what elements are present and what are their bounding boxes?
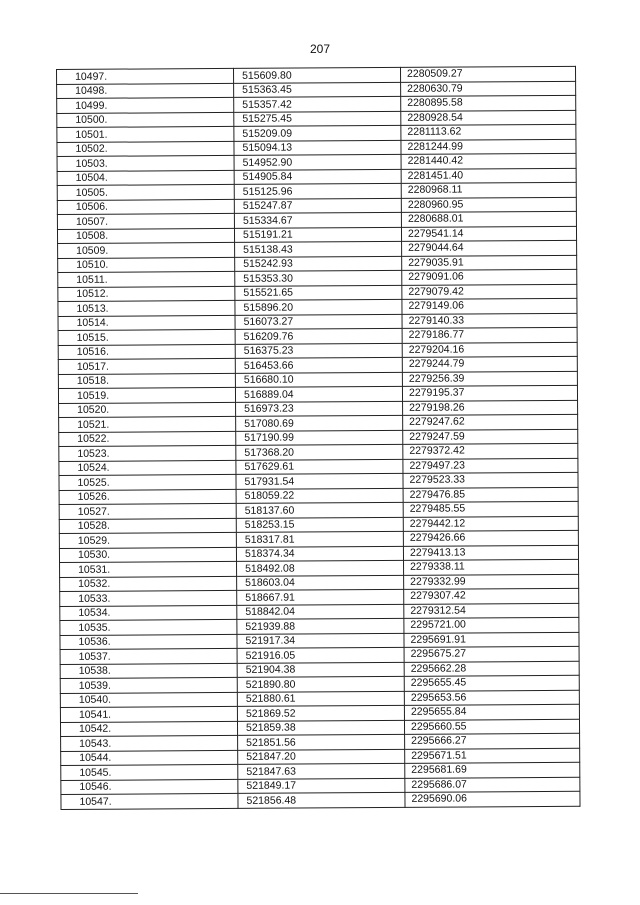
point-number-cell: 10542. <box>60 721 237 737</box>
point-number-cell: 10526. <box>59 489 236 505</box>
y-coordinate-cell: 2295681.69 <box>405 762 580 778</box>
point-number-cell: 10504. <box>57 170 234 186</box>
y-coordinate-cell: 2280895.58 <box>401 95 576 111</box>
x-coordinate-cell: 517190.99 <box>236 430 403 446</box>
y-coordinate-cell: 2279413.13 <box>403 545 578 561</box>
y-coordinate-cell: 2280968.11 <box>401 182 576 198</box>
x-coordinate-cell: 521890.80 <box>237 676 404 692</box>
x-coordinate-cell: 518059.22 <box>236 488 403 504</box>
point-number-cell: 10547. <box>61 793 238 809</box>
x-coordinate-cell: 518253.15 <box>236 517 403 533</box>
point-number-cell: 10497. <box>57 68 234 84</box>
y-coordinate-cell: 2279149.06 <box>402 298 577 314</box>
x-coordinate-cell: 518667.91 <box>237 589 404 605</box>
point-number-cell: 10500. <box>57 112 234 128</box>
y-coordinate-cell: 2295660.55 <box>404 719 579 735</box>
point-number-cell: 10537. <box>60 648 237 664</box>
point-number-cell: 10529. <box>59 532 236 548</box>
point-number-cell: 10516. <box>58 344 235 360</box>
x-coordinate-cell: 518842.04 <box>237 604 404 620</box>
y-coordinate-cell: 2280509.27 <box>400 66 575 82</box>
x-coordinate-cell: 516209.76 <box>235 328 402 344</box>
point-number-cell: 10531. <box>60 561 237 577</box>
y-coordinate-cell: 2295666.27 <box>405 733 580 749</box>
footer-divider <box>0 893 138 894</box>
y-coordinate-cell: 2279523.33 <box>403 472 578 488</box>
y-coordinate-cell: 2295671.51 <box>405 748 580 764</box>
point-number-cell: 10508. <box>57 228 234 244</box>
point-number-cell: 10514. <box>58 315 235 331</box>
point-number-cell: 10541. <box>60 706 237 722</box>
x-coordinate-cell: 518137.60 <box>236 502 403 518</box>
y-coordinate-cell: 2279091.06 <box>402 269 577 285</box>
point-number-cell: 10523. <box>59 445 236 461</box>
point-number-cell: 10533. <box>60 590 237 606</box>
point-number-cell: 10534. <box>60 605 237 621</box>
point-number-cell: 10520. <box>59 402 236 418</box>
y-coordinate-cell: 2295662.28 <box>404 661 579 677</box>
x-coordinate-cell: 515138.43 <box>235 241 402 257</box>
y-coordinate-cell: 2280960.95 <box>401 197 576 213</box>
x-coordinate-cell: 515094.13 <box>234 140 401 156</box>
x-coordinate-cell: 515896.20 <box>235 299 402 315</box>
x-coordinate-cell: 521859.38 <box>237 720 404 736</box>
x-coordinate-cell: 515334.67 <box>234 212 401 228</box>
x-coordinate-cell: 518492.08 <box>237 560 404 576</box>
point-number-cell: 10505. <box>57 184 234 200</box>
y-coordinate-cell: 2295691.91 <box>404 632 579 648</box>
y-coordinate-cell: 2279140.33 <box>402 313 577 329</box>
y-coordinate-cell: 2279332.99 <box>404 574 579 590</box>
x-coordinate-cell: 514905.84 <box>234 169 401 185</box>
point-number-cell: 10511. <box>58 271 235 287</box>
y-coordinate-cell: 2295686.07 <box>405 777 580 793</box>
x-coordinate-cell: 515353.30 <box>235 270 402 286</box>
point-number-cell: 10546. <box>61 779 238 795</box>
y-coordinate-cell: 2279442.12 <box>403 516 578 532</box>
y-coordinate-cell: 2279426.66 <box>403 530 578 546</box>
y-coordinate-cell: 2295690.06 <box>405 791 580 807</box>
x-coordinate-cell: 518603.04 <box>237 575 404 591</box>
x-coordinate-cell: 517368.20 <box>236 444 403 460</box>
y-coordinate-cell: 2279256.39 <box>402 371 577 387</box>
coordinate-table <box>56 66 581 810</box>
x-coordinate-cell: 521880.61 <box>237 691 404 707</box>
y-coordinate-cell: 2279244.79 <box>402 356 577 372</box>
point-number-cell: 10515. <box>58 329 235 345</box>
y-coordinate-cell: 2279485.55 <box>403 501 578 517</box>
y-coordinate-cell: 2280630.79 <box>401 81 576 97</box>
x-coordinate-cell: 515247.87 <box>234 198 401 214</box>
y-coordinate-cell: 2295675.27 <box>404 646 579 662</box>
y-coordinate-cell: 2279079.42 <box>402 284 577 300</box>
page-number: 207 <box>309 42 331 56</box>
point-number-cell: 10538. <box>60 663 237 679</box>
x-coordinate-cell: 521904.38 <box>237 662 404 678</box>
x-coordinate-cell: 516680.10 <box>235 372 402 388</box>
x-coordinate-cell: 521916.05 <box>237 647 404 663</box>
x-coordinate-cell: 515357.42 <box>234 96 401 112</box>
x-coordinate-cell: 521939.88 <box>237 618 404 634</box>
table-body <box>57 66 581 809</box>
y-coordinate-cell: 2279541.14 <box>401 226 576 242</box>
y-coordinate-cell: 2280928.54 <box>401 110 576 126</box>
x-coordinate-cell: 515125.96 <box>234 183 401 199</box>
y-coordinate-cell: 2281451.40 <box>401 168 576 184</box>
y-coordinate-cell: 2281244.99 <box>401 139 576 155</box>
point-number-cell: 10499. <box>57 97 234 113</box>
x-coordinate-cell: 521847.63 <box>238 763 405 779</box>
y-coordinate-cell: 2279186.77 <box>402 327 577 343</box>
point-number-cell: 10535. <box>60 619 237 635</box>
x-coordinate-cell: 516375.23 <box>235 343 402 359</box>
point-number-cell: 10506. <box>57 199 234 215</box>
point-number-cell: 10512. <box>58 286 235 302</box>
y-coordinate-cell: 2295655.84 <box>404 704 579 720</box>
y-coordinate-cell: 2279247.62 <box>403 414 578 430</box>
x-coordinate-cell: 515242.93 <box>235 256 402 272</box>
x-coordinate-cell: 515191.21 <box>234 227 401 243</box>
y-coordinate-cell: 2279372.42 <box>403 443 578 459</box>
point-number-cell: 10524. <box>59 460 236 476</box>
x-coordinate-cell: 515609.80 <box>233 67 400 83</box>
x-coordinate-cell: 517629.61 <box>236 459 403 475</box>
x-coordinate-cell: 521917.34 <box>237 633 404 649</box>
x-coordinate-cell: 521851.56 <box>238 734 405 750</box>
point-number-cell: 10519. <box>58 387 235 403</box>
y-coordinate-cell: 2279312.54 <box>404 603 579 619</box>
x-coordinate-cell: 516973.23 <box>236 401 403 417</box>
x-coordinate-cell: 515363.45 <box>234 82 401 98</box>
point-number-cell: 10503. <box>57 155 234 171</box>
point-number-cell: 10521. <box>59 416 236 432</box>
y-coordinate-cell: 2280688.01 <box>401 211 576 227</box>
y-coordinate-cell: 2279476.85 <box>403 487 578 503</box>
x-coordinate-cell: 515521.65 <box>235 285 402 301</box>
point-number-cell: 10530. <box>59 547 236 563</box>
y-coordinate-cell: 2279204.16 <box>402 342 577 358</box>
y-coordinate-cell: 2279338.11 <box>404 559 579 575</box>
y-coordinate-cell: 2279247.59 <box>403 429 578 445</box>
y-coordinate-cell: 2279044.64 <box>402 240 577 256</box>
x-coordinate-cell: 516889.04 <box>235 386 402 402</box>
x-coordinate-cell: 516453.66 <box>235 357 402 373</box>
point-number-cell: 10539. <box>60 677 237 693</box>
x-coordinate-cell: 521869.52 <box>237 705 404 721</box>
x-coordinate-cell: 516073.27 <box>235 314 402 330</box>
y-coordinate-cell: 2279497.23 <box>403 458 578 474</box>
x-coordinate-cell: 518317.81 <box>236 531 403 547</box>
x-coordinate-cell: 515209.09 <box>234 125 401 141</box>
y-coordinate-cell: 2281440.42 <box>401 153 576 169</box>
x-coordinate-cell: 514952.90 <box>234 154 401 170</box>
x-coordinate-cell: 515275.45 <box>234 111 401 127</box>
x-coordinate-cell: 517931.54 <box>236 473 403 489</box>
y-coordinate-cell: 2279195.37 <box>402 385 577 401</box>
x-coordinate-cell: 521849.17 <box>238 778 405 794</box>
y-coordinate-cell: 2295655.45 <box>404 675 579 691</box>
point-number-cell: 10507. <box>57 213 234 229</box>
point-number-cell: 10528. <box>59 518 236 534</box>
point-number-cell: 10543. <box>61 735 238 751</box>
point-number-cell: 10525. <box>59 474 236 490</box>
point-number-cell: 10545. <box>61 764 238 780</box>
point-number-cell: 10522. <box>59 431 236 447</box>
x-coordinate-cell: 518374.34 <box>236 546 403 562</box>
x-coordinate-cell: 521856.48 <box>238 792 405 808</box>
table-row <box>61 791 580 809</box>
x-coordinate-cell: 521847.20 <box>238 749 405 765</box>
point-number-cell: 10509. <box>58 242 235 258</box>
point-number-cell: 10540. <box>60 692 237 708</box>
y-coordinate-cell: 2295653.56 <box>404 690 579 706</box>
point-number-cell: 10510. <box>58 257 235 273</box>
point-number-cell: 10513. <box>58 300 235 316</box>
point-number-cell: 10544. <box>61 750 238 766</box>
point-number-cell: 10532. <box>60 576 237 592</box>
y-coordinate-cell: 2279035.91 <box>402 255 577 271</box>
point-number-cell: 10498. <box>57 83 234 99</box>
point-number-cell: 10517. <box>58 358 235 374</box>
point-number-cell: 10518. <box>58 373 235 389</box>
point-number-cell: 10501. <box>57 126 234 142</box>
y-coordinate-cell: 2279198.26 <box>403 400 578 416</box>
x-coordinate-cell: 517080.69 <box>236 415 403 431</box>
y-coordinate-cell: 2281113.62 <box>401 124 576 140</box>
point-number-cell: 10502. <box>57 141 234 157</box>
point-number-cell: 10527. <box>59 503 236 519</box>
point-number-cell: 10536. <box>60 634 237 650</box>
y-coordinate-cell: 2295721.00 <box>404 617 579 633</box>
y-coordinate-cell: 2279307.42 <box>404 588 579 604</box>
